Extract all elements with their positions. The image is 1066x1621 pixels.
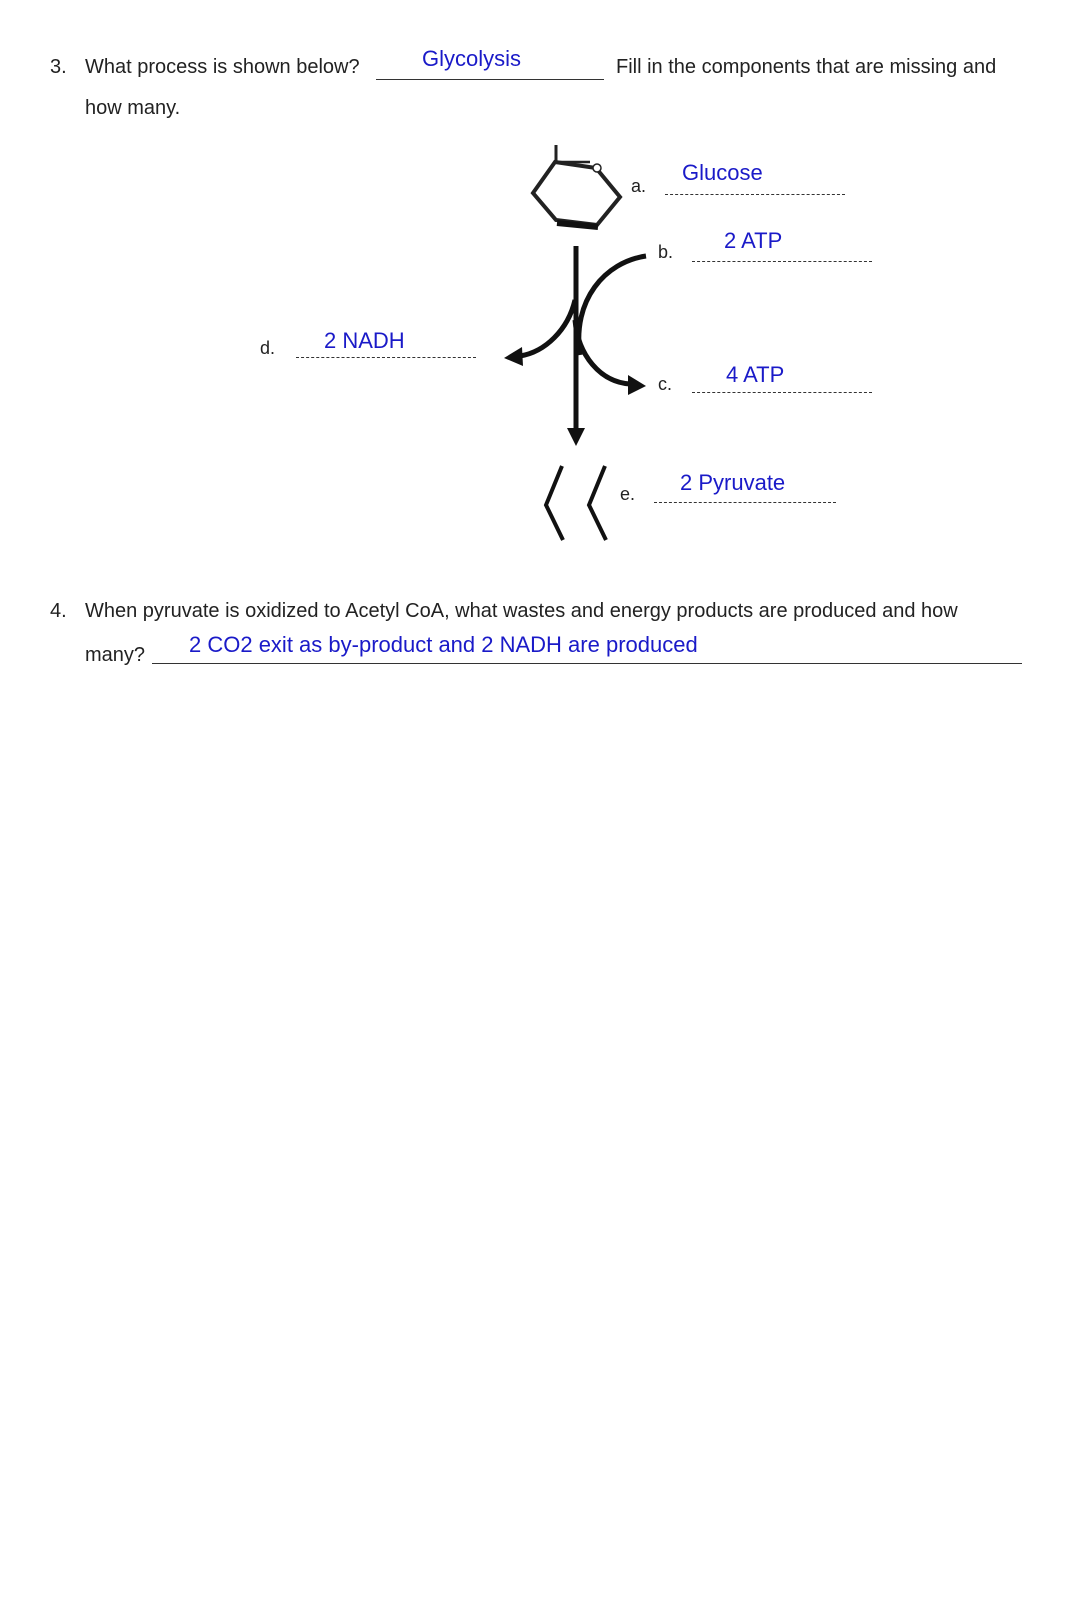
q3-text-after: Fill in the components that are missing and <box>616 56 997 78</box>
glycolysis-diagram <box>0 0 1066 560</box>
pyruvate-icon <box>546 466 606 540</box>
blank-d <box>296 357 476 358</box>
q3-answer[interactable]: Glycolysis <box>422 46 522 71</box>
answer-a[interactable]: Glucose <box>682 160 763 185</box>
answer-e[interactable]: 2 Pyruvate <box>680 470 786 495</box>
blank-b <box>692 261 872 262</box>
q4-text-line1: When pyruvate is oxidized to Acetyl CoA, what wastes and energy products are produced and how <box>85 600 958 622</box>
glucose-ring-icon <box>533 145 620 227</box>
q3-text-before: What process is shown below? <box>85 56 360 78</box>
answer-c[interactable]: 4 ATP <box>726 362 785 387</box>
atp-input-curve <box>579 256 646 355</box>
q3-line2: how many. <box>85 97 181 119</box>
q4-text-line2: many? <box>85 644 146 666</box>
label-a: a. <box>631 176 647 196</box>
blank-c <box>692 392 872 393</box>
blank-a <box>665 194 845 195</box>
q4-number: 4. <box>50 600 67 622</box>
label-e: e. <box>620 484 636 504</box>
q3-number: 3. <box>50 56 67 78</box>
q4-answer[interactable]: 2 CO2 exit as by-product and 2 NADH are produced <box>189 632 698 657</box>
label-d: d. <box>260 338 276 358</box>
answer-d[interactable]: 2 NADH <box>324 328 405 353</box>
label-c: c. <box>658 374 673 394</box>
blank-e <box>654 502 836 503</box>
answer-b[interactable]: 2 ATP <box>724 228 783 253</box>
q4-answer-line <box>152 663 1022 664</box>
nadh-output-arrow-icon <box>504 300 575 366</box>
label-b: b. <box>658 242 674 262</box>
atp-output-arrow-icon <box>575 320 646 395</box>
